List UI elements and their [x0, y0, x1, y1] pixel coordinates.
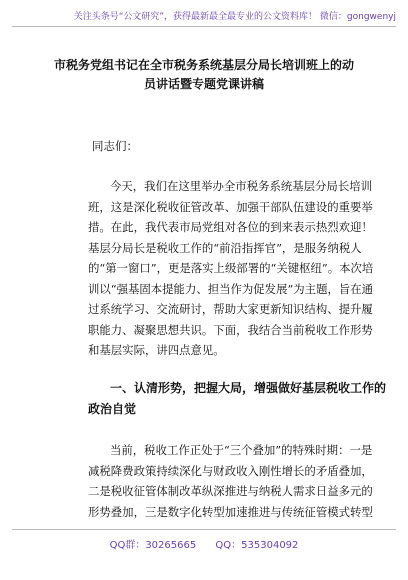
paragraph-line: 的“第一窗口”，更是落实上级部署的“关键枢纽”。本次培	[88, 261, 374, 275]
paragraph-line: 减税降费政策持续深化与财政收入刚性增长的矛盾叠加，	[88, 463, 373, 478]
paragraph-line: 过系统学习、交流研讨，帮助大家更新知识结构、提升履	[88, 302, 373, 316]
paragraph-line: 职能力、凝聚思想共识。下面，我结合当前税收工作形势	[88, 322, 373, 337]
paragraph-line: 形势叠加，三是数字化转型加速推进与传统征管模式转型	[88, 504, 373, 519]
paragraph-line: 二是税收征管体制改革纵深推进与纳税人需求日益多元的	[88, 484, 373, 498]
document-title	[40, 56, 368, 94]
footer-divider	[12, 529, 396, 530]
paragraph-line: 措。在此，我代表市局党组对各位的到来表示热烈欢迎！	[88, 220, 373, 234]
paragraph-line: 班，这是深化税收征管改革、加强干部队伍建设的重要举	[88, 199, 373, 214]
paragraph-line: 当前，税收工作正处于“三个叠加”的特殊时期：一是	[110, 443, 373, 457]
footer-qq-group: QQ群：30265665	[109, 540, 197, 551]
paragraph-line: 和基层实际，讲四点意见。	[88, 343, 225, 357]
title-line: 市税务党组书记在全市税务系统基层分局长培训班上的动	[53, 58, 354, 72]
paragraph-line: 基层分局长是税收工作的“前沿指挥官”，是服务纳税人	[88, 240, 362, 255]
paragraph-1	[88, 176, 374, 361]
heading-line: 政治自觉	[88, 402, 137, 416]
paragraph-2	[88, 440, 373, 522]
greeting: 同志们：	[92, 139, 138, 153]
section-heading	[88, 378, 387, 420]
title-line: 员讲话暨专题党课讲稿	[143, 77, 264, 91]
paragraph-line: 训以“强基固本提能力、担当作为促发展”为主题，旨在通	[88, 281, 374, 296]
heading-line: 一、认清形势，把握大局，增强做好基层税收工作的	[110, 381, 387, 395]
footer-qq: QQ：535304092	[215, 540, 299, 551]
paragraph-line: 今天，我们在这里举办全市税务系统基层分局长培训	[110, 179, 372, 193]
header-banner: 关注头条号“公文研究”，获得最新最全最专业的公文资料库！ 微信：gongwenyj	[73, 12, 396, 22]
footer-contact	[0, 536, 408, 551]
header-divider	[12, 26, 396, 27]
